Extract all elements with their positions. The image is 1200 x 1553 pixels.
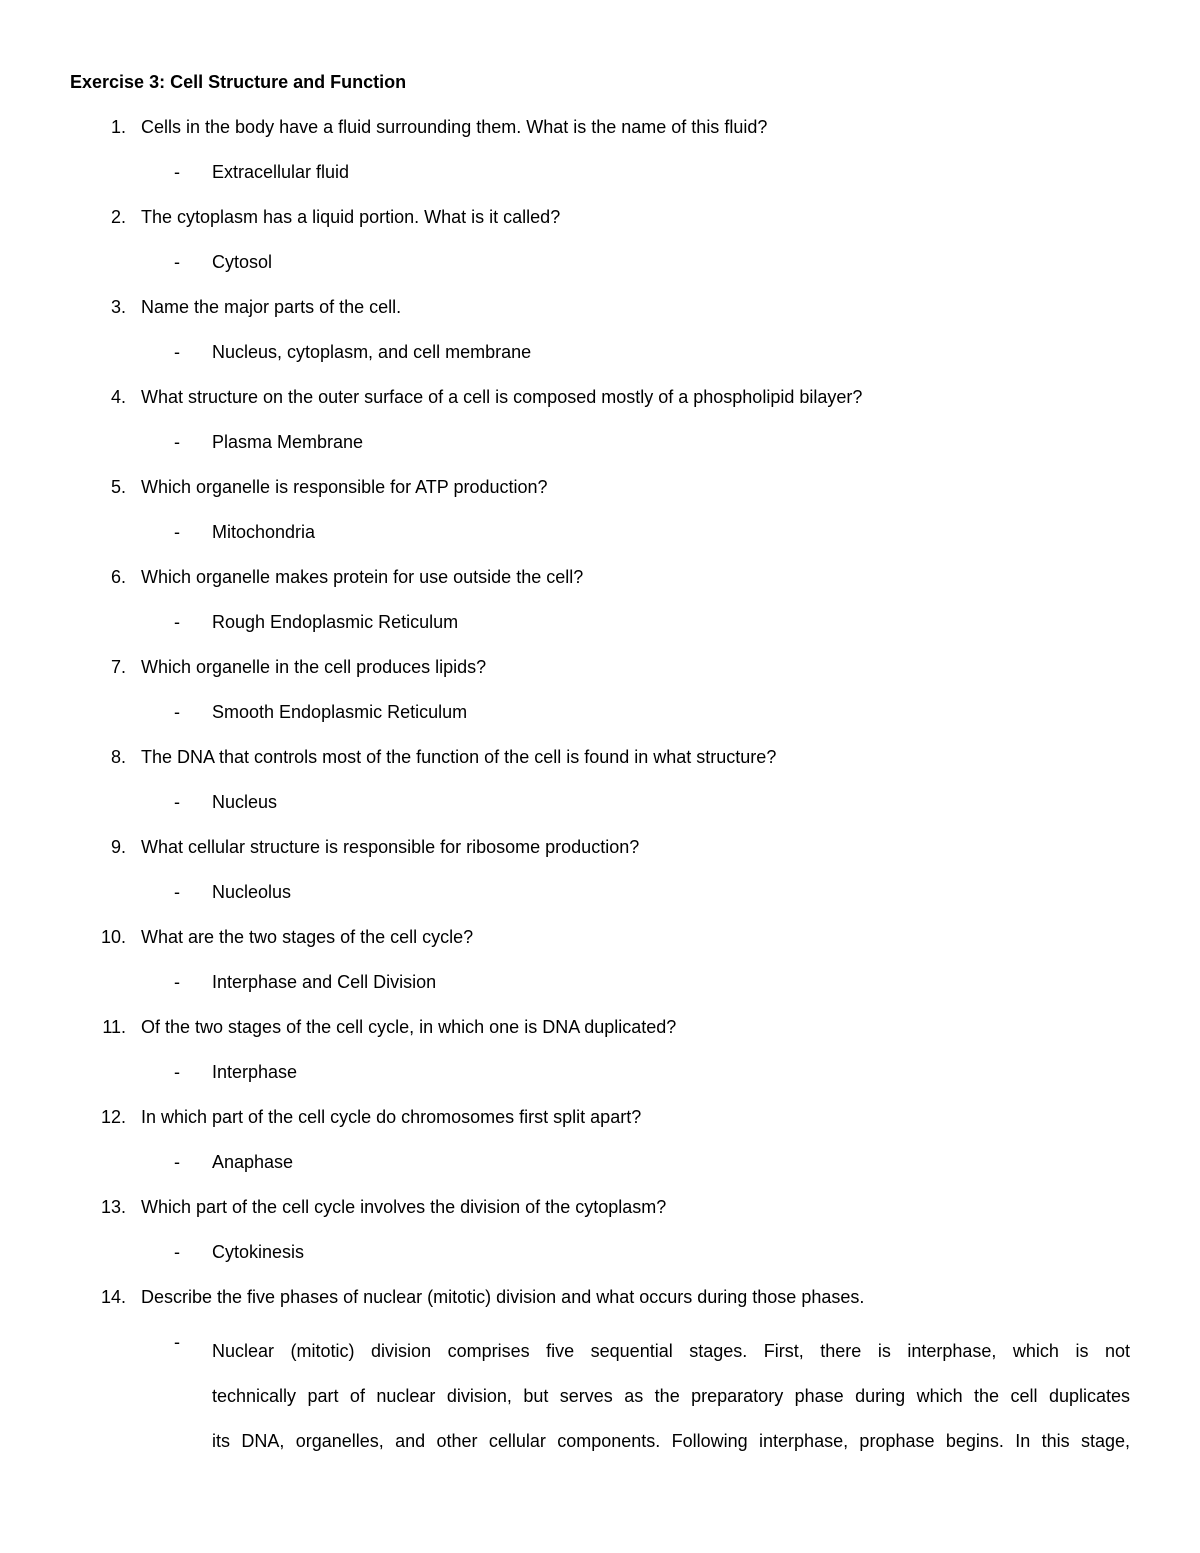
answer-dash: - xyxy=(174,972,180,992)
answer-text: Nucleus, cytoplasm, and cell membrane xyxy=(212,342,532,362)
question-number: 7. xyxy=(110,657,126,677)
answer-row xyxy=(0,1059,1200,1104)
question-row xyxy=(0,204,1200,249)
answer-text: Interphase xyxy=(212,1062,298,1082)
question-number: 3. xyxy=(110,297,126,317)
question-text: Of the two stages of the cell cycle, in which one is DNA duplicated? xyxy=(141,1017,677,1037)
answer-text: Rough Endoplasmic Reticulum xyxy=(212,612,459,632)
answer-dash: - xyxy=(174,702,180,722)
question-number: 12. xyxy=(100,1107,126,1127)
answer-row xyxy=(0,159,1200,204)
question-row xyxy=(0,474,1200,519)
answer-dash: - xyxy=(174,1152,180,1172)
answer-text: Anaphase xyxy=(212,1152,294,1172)
question-row xyxy=(0,1104,1200,1149)
answer-dash: - xyxy=(174,252,180,272)
answer-dash: - xyxy=(174,522,180,542)
question-text: What cellular structure is responsible for ribosome production? xyxy=(141,837,640,857)
answer-dash: - xyxy=(174,1242,180,1262)
answer-row xyxy=(0,249,1200,294)
question-number: 9. xyxy=(110,837,126,857)
question-row xyxy=(0,1014,1200,1059)
question-text: The DNA that controls most of the function of the cell is found in what structure? xyxy=(141,747,777,767)
answer-row xyxy=(0,429,1200,474)
question-text: The cytoplasm has a liquid portion. What is it called? xyxy=(141,207,561,227)
answer-row xyxy=(0,1149,1200,1194)
long-answer-text xyxy=(212,1329,1130,1464)
question-text: Which part of the cell cycle involves the division of the cytoplasm? xyxy=(141,1197,667,1217)
answer-dash: - xyxy=(174,432,180,452)
question-number: 10. xyxy=(100,927,126,947)
answer-dash: - xyxy=(174,1062,180,1082)
question-number: 8. xyxy=(110,747,126,767)
answer-text: Cytosol xyxy=(212,252,273,272)
question-row xyxy=(0,114,1200,159)
question-number: 1. xyxy=(110,117,126,137)
answer-text: Interphase and Cell Division xyxy=(212,972,437,992)
question-list xyxy=(0,114,1200,1479)
answer-row xyxy=(0,609,1200,654)
question-text: Name the major parts of the cell. xyxy=(141,297,402,317)
question-row xyxy=(0,564,1200,609)
answer-text: Smooth Endoplasmic Reticulum xyxy=(212,702,468,722)
answer-row xyxy=(0,1239,1200,1284)
question-row xyxy=(0,294,1200,339)
answer-text: Extracellular fluid xyxy=(212,162,350,182)
question-number: 4. xyxy=(110,387,126,407)
answer-dash: - xyxy=(174,882,180,902)
question-row xyxy=(0,1284,1200,1329)
long-answer-line: its DNA, organelles, and other cellular components. Following interphase, prophase begins. In this stage, xyxy=(212,1431,1130,1451)
answer-dash: - xyxy=(174,162,180,182)
answer-row xyxy=(0,789,1200,834)
question-number: 6. xyxy=(110,567,126,587)
answer-dash: - xyxy=(174,1332,180,1352)
question-text: Cells in the body have a fluid surrounding them. What is the name of this fluid? xyxy=(141,117,768,137)
question-text: Which organelle in the cell produces lipids? xyxy=(141,657,487,677)
question-row xyxy=(0,1194,1200,1239)
question-text: Describe the five phases of nuclear (mitotic) division and what occurs during those phases. xyxy=(141,1287,865,1307)
answer-dash: - xyxy=(174,792,180,812)
answer-row xyxy=(0,339,1200,384)
question-text: In which part of the cell cycle do chromosomes first split apart? xyxy=(141,1107,642,1127)
question-number: 14. xyxy=(100,1287,126,1307)
answer-row xyxy=(0,879,1200,924)
question-number: 5. xyxy=(110,477,126,497)
question-number: 13. xyxy=(100,1197,126,1217)
answer-row xyxy=(0,699,1200,744)
question-number: 2. xyxy=(110,207,126,227)
answer-text: Plasma Membrane xyxy=(212,432,364,452)
answer-dash: - xyxy=(174,342,180,362)
long-answer-line: Nuclear (mitotic) division comprises five sequential stages. First, there is interphase, which is not xyxy=(212,1341,1130,1361)
question-text: What are the two stages of the cell cycle? xyxy=(141,927,474,947)
question-row xyxy=(0,924,1200,969)
question-text: Which organelle makes protein for use outside the cell? xyxy=(141,567,584,587)
answer-dash: - xyxy=(174,612,180,632)
question-row xyxy=(0,834,1200,879)
answer-text: Nucleolus xyxy=(212,882,292,902)
question-row xyxy=(0,384,1200,429)
question-row xyxy=(0,744,1200,789)
page-title: Exercise 3: Cell Structure and Function xyxy=(70,72,407,92)
question-text: Which organelle is responsible for ATP production? xyxy=(141,477,548,497)
question-text: What structure on the outer surface of a cell is composed mostly of a phospholipid bilayer? xyxy=(141,387,863,407)
long-answer-block xyxy=(0,1329,1200,1479)
question-number: 11. xyxy=(102,1017,126,1037)
question-row xyxy=(0,654,1200,699)
answer-row xyxy=(0,519,1200,564)
answer-text: Mitochondria xyxy=(212,522,316,542)
long-answer-line: technically part of nuclear division, but serves as the preparatory phase during which the cell duplicates xyxy=(212,1386,1130,1406)
answer-row xyxy=(0,969,1200,1014)
answer-text: Cytokinesis xyxy=(212,1242,305,1262)
answer-text: Nucleus xyxy=(212,792,278,812)
